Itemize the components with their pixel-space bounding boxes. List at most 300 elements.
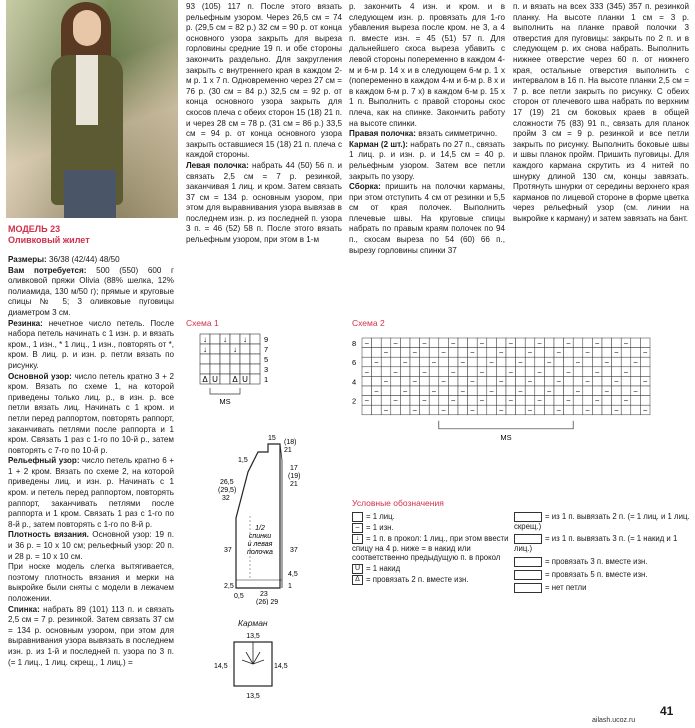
grid-cell [250,374,260,384]
grid-symbol: – [518,359,523,367]
grid-cell [592,348,602,358]
grid-cell [200,354,210,364]
grid-symbol: – [624,397,628,405]
pocket-label: 13,5 [246,693,260,700]
grid-cell [477,357,487,367]
paragraph-text: число петель кратно 3 + 2 кром. Вязать по схеме 1, на которой приведены только лиц. р., в изн. р. все петли вязать лиц. Начинать с 1 кром. и петли перед раппортом, повторять раппорт, заканчивать петлями после раппорта и 1 кром. Связать 1 раз с 1-го по 10-й р., затем повторять с 7-го по 10-й р. [8,371,174,455]
grid-cell [535,405,545,415]
grid-symbol: Δ [202,375,208,384]
grid-cell [220,344,230,354]
site-watermark: ailash.ucoz.ru [592,717,636,724]
grid-symbol: – [614,407,619,415]
grid-cell [477,405,487,415]
grid-cell [477,376,487,386]
grid-cell [362,357,372,367]
grid-cell [506,376,516,386]
grid-symbol: – [585,378,590,386]
paragraph [186,161,342,246]
grid-symbol: ↓ [203,335,207,344]
schema-2-chart [352,330,670,440]
grid-symbol: – [460,359,465,367]
grid-cell [362,376,372,386]
grid-cell [429,367,439,377]
grid-cell [220,374,230,384]
grid-symbol: – [374,359,379,367]
grid-symbol: – [480,368,484,376]
grid-symbol: – [556,349,561,357]
grid-cell [458,376,468,386]
grid-symbol: – [489,388,494,395]
pattern-label: (18) [284,439,297,446]
grid-symbol: – [384,378,388,386]
grid-cell [573,376,583,386]
row-number: 8 [352,339,357,348]
paragraph [8,530,174,562]
grid-cell [506,348,516,358]
schema-1-title: Схема 1 [186,318,219,328]
grid-cell [564,405,574,415]
pattern-label: полочка [247,549,273,556]
grid-symbol: – [384,349,388,357]
grid-cell [410,386,420,396]
grid-symbol: – [643,349,648,357]
legend-item [352,512,512,522]
grid-cell [458,396,468,406]
grid-symbol: – [441,378,446,386]
legend-text: = провязать 5 п. вместе изн. [545,569,648,579]
grid-cell [458,405,468,415]
grid-cell [640,367,650,377]
grid-symbol: ↓ [223,335,227,344]
grid-symbol: – [556,378,561,386]
pocket-diagram [212,628,302,710]
paragraph [8,266,174,319]
text-column-2 [186,2,342,246]
paragraph-text: Основной узор: 19 п. и 36 р. = 10 х 10 см; рельефный узор: 20 п. и 28 р. = 10 х 10 см. [8,530,174,561]
grid-symbol: – [576,359,580,367]
grid-symbol: ↓ [203,345,207,354]
grid-cell [429,376,439,386]
grid-cell [631,376,641,386]
grid-cell [592,357,602,367]
grid-cell [516,367,526,377]
paragraph [349,182,505,256]
grid-cell [592,386,602,396]
paragraph-heading: Правая полочка: [349,129,416,139]
legend-text: = провязать 3 п. вместе изн. [545,556,648,566]
grid-cell [372,348,382,358]
grid-cell [573,405,583,415]
paragraph-text: пришить на полочки карманы, при этом отступить 4 см от резинки и 5,5 см от края полочек. Выполнить плечевые швы. На круговые спицы набрать по правым краям полочек по 94 п., скосам выреза по 54 (60) 66 п., вырезу горловины спинки 37 [349,182,505,255]
grid-cell [230,364,240,374]
grid-symbol: – [470,407,475,415]
grid-cell [554,357,564,367]
row-number: 4 [352,377,357,387]
grid-cell [458,367,468,377]
grid-cell [621,348,631,358]
grid-symbol: – [422,340,427,347]
grid-cell [381,338,391,348]
legend-symbol: – [352,523,363,533]
grid-cell [410,396,420,406]
grid-cell [516,396,526,406]
grid-cell [429,338,439,348]
grid-symbol: – [393,368,398,376]
pattern-label: 4,5 [288,571,298,578]
grid-cell [496,338,506,348]
grid-cell [439,367,449,377]
grid-cell [602,338,612,348]
grid-cell [535,376,545,386]
paragraph-text: вязать симметрично. [415,129,498,139]
grid-cell [391,357,401,367]
grid-cell [400,405,410,415]
grid-symbol: – [480,397,484,405]
grid-symbol: – [576,388,580,395]
grid-cell [448,376,458,386]
paragraph-heading: Основной узор: [8,371,72,381]
legend-title: Условные обозначения [352,498,444,508]
grid-symbol: – [393,340,398,347]
grid-symbol: – [528,378,532,386]
grid-cell [468,386,478,396]
grid-cell [516,338,526,348]
page-number: 41 [660,704,674,718]
grid-cell [525,396,535,406]
grid-cell [602,348,612,358]
grid-symbol: – [624,368,628,376]
grid-symbol: – [585,407,590,415]
pattern-label: (29,5) [218,487,237,494]
pattern-label: (26) 29 [256,599,279,605]
grid-cell [602,405,612,415]
grid-cell [554,386,564,396]
legend-text: = 1 лиц. [366,512,395,522]
grid-symbol: – [403,388,408,395]
grid-cell [210,344,220,354]
grid-cell [525,357,535,367]
grid-symbol: – [499,407,504,415]
grid-cell [458,338,468,348]
paragraph [8,372,174,457]
legend-item [514,534,690,553]
grid-cell [640,386,650,396]
grid-cell [612,338,622,348]
grid-cell [621,357,631,367]
legend-symbol: U [352,564,363,574]
pattern-label: 1/2 [255,525,265,532]
model-photo [6,0,178,218]
grid-symbol: – [441,349,446,357]
grid-cell [487,396,497,406]
grid-cell [525,338,535,348]
grid-cell [200,364,210,374]
pattern-label: 1,5 [238,457,248,464]
grid-cell [220,364,230,374]
grid-symbol: – [604,388,609,395]
grid-cell [640,396,650,406]
grid-cell [362,386,372,396]
paragraph-text: р. закончить 4 изн. и кром. и в следующем изн. р. провязать для 1-го убавления выреза после кром. не 3, а 4 п. вместе изн. = 45 (51) 57 п. Для дальнейшего скоса выреза убавить с левой стороны попеременно в каждом 4-м и 6-м р. 14 х и в следующем 6-м р. 1 х (попеременно в каждом 4-м и 6-м р. 8 х и в каждом 6-м р. 7 х) в каждом 6-м р. 15 х 1 п. Выполнить с правой стороны скос плеча, как на спинке. Закончить работу на высоте спинки. [349,2,505,128]
grid-cell [544,405,554,415]
grid-cell [381,357,391,367]
paragraph [186,2,342,161]
grid-cell [564,386,574,396]
grid-symbol: – [470,349,475,357]
legend-item [352,534,512,563]
legend-item [514,570,690,580]
grid-symbol: – [460,388,465,395]
legend-symbol: Δ [352,575,363,585]
grid-symbol: ↓ [233,345,237,354]
grid-symbol: U [212,375,218,384]
grid-cell [516,405,526,415]
paragraph-heading: Спинка: [8,604,40,614]
legend-item [514,512,690,531]
grid-symbol: – [432,388,436,395]
grid-cell [592,376,602,386]
grid-cell [487,405,497,415]
grid-symbol: – [451,368,456,376]
grid-symbol: U [242,375,248,384]
grid-cell [631,396,641,406]
grid-cell [535,348,545,358]
grid-symbol: – [585,349,590,357]
legend-text: = 1 п. в прокол: 1 лиц., при этом ввести спицу на 4 р. ниже = в накид или соответственно предыдущую п. в прокол [352,534,509,563]
grid-symbol: – [566,397,571,405]
legend-text: = 1 накид [366,563,401,573]
grid-cell [554,367,564,377]
pattern-label: 15 [268,435,276,442]
grid-cell [496,396,506,406]
paragraph [8,319,174,372]
grid-cell [554,396,564,406]
grid-cell [573,338,583,348]
paragraph-heading: Левая полочка: [186,160,249,170]
grid-cell [400,367,410,377]
grid-cell [525,386,535,396]
pocket-label: 14,5 [274,663,288,670]
grid-cell [535,357,545,367]
grid-cell [468,367,478,377]
grid-symbol: – [508,368,513,376]
grid-symbol: – [508,340,513,347]
grid-cell [391,386,401,396]
grid-cell [420,376,430,386]
grid-cell [400,348,410,358]
grid-cell [487,338,497,348]
grid-cell [372,367,382,377]
grid-symbol: – [422,368,427,376]
grid-cell [448,357,458,367]
paragraph-text: п. и вязать на всех 333 (345) 357 п. резинкой планку. На высоте планки 1 см = 3 р. выполнить на планке правой полочки 3 отверстия для пуговицы: закрыть по 2 п. и в следующем р. их снова набрать. Выполнить нижнее отверстие через 60 п. от нижнего края, остальные отверстия выполнить с интервалом в 16 п. На высоте планки 2,5 см = 7 р. все петли закрыть по рисунку. С обеих сторон от плечевого шва набрать по верхним 17 (19) 21 см боковых краев в общей сложности 75 (83) 91 п., связать для планок пройм 3 см = 9 р. резинкой и все петли закрыть по рисунку. Выполнить боковые швы и швы планок пройм. Пришить пуговицы. Для каждого кармана скрутить из 4 нитей по шнурку длиной 130 см, концы завязать. Протянуть шнурки от середины верхнего края карманов по лицевой стороне в форме цветка через рельефный узор (см. линии на выкройке к карману) и затем завязать на бант. [513,2,689,223]
grid-cell [381,386,391,396]
grid-cell [612,357,622,367]
paragraph-text: 93 (105) 117 п. После этого вязать рельефным узором. Через 26,5 см = 74 р. (29,5 см = 82 р.) 32 см = 90 р. от конца основного узора закрыть для выреза горловины средние 19 п. и обе стороны закончить раздельно. Для закругления закрыть с внутреннего края в каждом 2-м р. 1 х 7 п. Одновременно через 27 см = 76 р. (30 см = 84 р.) 32,5 см = 92 р. от конца основного узора закрыть для скосов плеча с обеих сторон 15 (18) 21 п. и через 28 см = 78 р. (31 см = 86 р.) 33,5 см = 94 р. от конца основного узора закрыть оставшиеся 15 (18) 21 п. плеча с каждой стороны. [186,2,342,160]
grid-cell [477,348,487,358]
legend-symbol [514,583,542,593]
grid-cell [612,396,622,406]
grid-cell [400,376,410,386]
grid-cell [220,354,230,364]
grid-cell [250,334,260,344]
text-column-3 [349,2,505,256]
grid-symbol: ↓ [243,335,247,344]
paragraph-heading: Карман (2 шт.): [349,139,408,149]
legend-symbol [514,570,542,580]
grid-cell [621,376,631,386]
grid-cell [391,348,401,358]
paragraph-heading: Рельефный узор: [8,456,80,466]
grid-symbol: – [595,397,600,405]
grid-cell [250,344,260,354]
row-number: 2 [352,396,357,406]
grid-cell [602,396,612,406]
pattern-label: 1 [288,583,292,590]
grid-cell [468,396,478,406]
pattern-label: 26,5 [220,479,234,486]
row-number: 5 [264,355,269,364]
grid-cell [381,367,391,377]
legend-item [352,564,512,574]
grid-cell [429,405,439,415]
legend-right [514,512,690,596]
rapport-bracket [210,388,240,394]
grid-cell [544,348,554,358]
grid-symbol: – [595,368,600,376]
grid-symbol: – [643,378,648,386]
grid-cell [448,386,458,396]
grid-cell [429,348,439,358]
grid-cell [583,386,593,396]
grid-symbol: – [441,407,446,415]
row-number: 6 [352,358,357,368]
grid-cell [506,386,516,396]
grid-cell [487,376,497,386]
grid-symbol: – [480,340,484,347]
grid-cell [400,338,410,348]
legend-symbol [514,534,542,544]
grid-cell [410,338,420,348]
grid-cell [487,348,497,358]
grid-cell [240,354,250,364]
paragraph [8,605,174,669]
schema-2-title: Схема 2 [352,318,385,328]
grid-symbol: – [566,368,571,376]
grid-cell [621,405,631,415]
legend-text: = из 1 п. вывязать 3 п. (= 1 накид и 1 лиц.) [514,534,678,554]
legend-text: = 1 изн. [366,523,394,533]
legend-text: = нет петли [545,582,587,592]
pattern-label: спинки [248,533,272,540]
grid-symbol: – [595,340,600,347]
grid-symbol: – [384,407,388,415]
grid-cell [583,338,593,348]
grid-symbol: – [614,378,619,386]
grid-cell [602,376,612,386]
grid-cell [410,357,420,367]
grid-cell [612,367,622,377]
grid-cell [602,367,612,377]
grid-cell [230,334,240,344]
grid-cell [544,367,554,377]
grid-cell [564,348,574,358]
grid-cell [210,354,220,364]
grid-symbol: – [643,407,648,415]
pattern-label: 32 [222,495,230,502]
grid-symbol: – [451,397,456,405]
paragraph-text: нечетное число петель. После набора петель начинать с 1 изн. р. и вязать кром., 1 изн., * 1 лиц., 1 изн., повторять от *, кром. В лиц. р. и изн. р. петли вязать по рисунку. [8,318,174,370]
row-number: 7 [264,345,269,354]
grid-cell [592,405,602,415]
grid-cell [230,354,240,364]
pocket-title: Карман [238,618,268,628]
grid-cell [240,344,250,354]
grid-symbol: – [633,388,638,395]
grid-symbol: – [547,359,552,367]
grid-symbol: – [499,349,504,357]
grid-symbol: – [489,359,494,367]
paragraph [349,140,505,182]
grid-cell [573,367,583,377]
vest-pattern [210,430,320,605]
paragraph-text: набрать по 27 п., связать 1 лиц. р. и изн. р. и 14,5 см = 40 р. рельефным узором. Затем все петли закрыть по узору. [349,139,505,181]
grid-symbol: – [364,368,369,376]
grid-symbol: – [614,349,619,357]
grid-symbol: – [604,359,609,367]
paragraph-text: набрать 44 (50) 56 п. и связать 2,5 см = 7 р. резинкой, заканчивая 1 лиц. и кром. Затем связать 37 см = 134 р. основным узором, при этом для выравнивания узора вывязав в последнем изн. р. из последней п. узора 3 п. = 46 (52) 58 п. После этого вязать рельефным узором, при этом в 1-м [186,160,342,245]
grid-symbol: – [624,340,628,347]
grid-cell [631,367,641,377]
grid-symbol: – [518,388,523,395]
paragraph-heading: Резинка: [8,318,43,328]
grid-cell [631,405,641,415]
text-column-1 [8,255,174,668]
grid-symbol: Δ [232,375,238,384]
grid-cell [250,364,260,374]
legend-text: = провязать 2 п. вместе изн. [366,574,469,584]
schema-1-chart [186,330,270,412]
grid-cell [400,396,410,406]
grid-symbol: – [528,349,532,357]
paragraph [349,129,505,140]
grid-cell [564,357,574,367]
pattern-label: 2,5 [224,583,234,590]
grid-symbol: – [508,397,513,405]
grid-cell [640,357,650,367]
grid-cell [420,348,430,358]
grid-symbol: – [412,349,417,357]
grid-cell [372,338,382,348]
pattern-label: 21 [290,481,298,488]
grid-cell [362,348,372,358]
grid-symbol: – [499,378,504,386]
grid-cell [496,367,506,377]
grid-cell [439,396,449,406]
pattern-label: 23 [260,591,268,598]
paragraph-text: число петель кратно 6 + 1 + 2 кром. Вязать по схеме 2, на которой приведены лиц. и изн. р. Начинать с 1 кром. и петель перед раппортом, повторять раппорт, заканчивать петлями после раппорта и 1 кром. Связать 1 раз с 1-го по 8-й р., затем повторять с 1-го по 8-й р. [8,456,174,529]
grid-symbol: – [422,397,427,405]
grid-cell [573,396,583,406]
legend-symbol [352,512,363,522]
grid-symbol: – [537,397,542,405]
legend-left [352,512,512,586]
paragraph-heading: Плотность вязания. [8,530,89,540]
paragraph [349,2,505,129]
grid-cell [439,357,449,367]
pattern-label: 21 [284,447,292,454]
grid-cell [240,364,250,374]
